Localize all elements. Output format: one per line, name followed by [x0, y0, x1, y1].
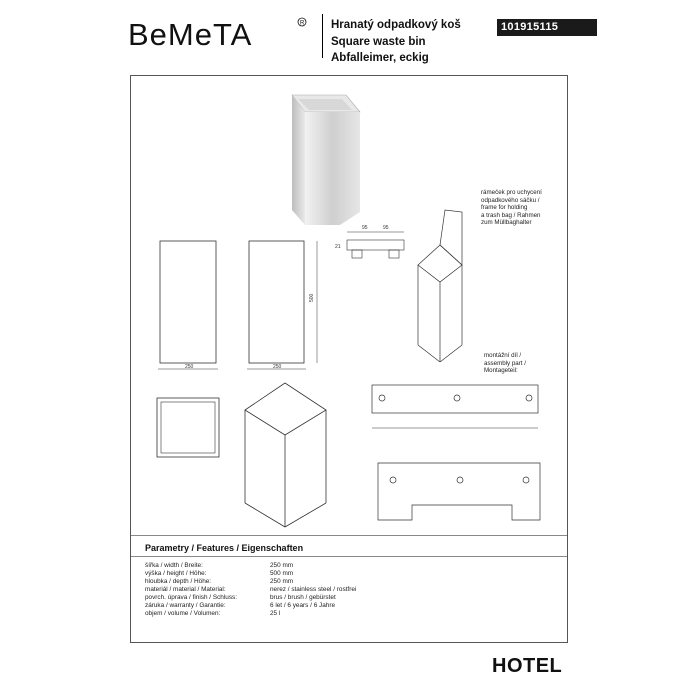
- frame-dim-lip: 21: [335, 244, 341, 250]
- frame-callout: [481, 189, 542, 227]
- open-bin-view: [418, 210, 462, 362]
- spec-label: povrch. úprava / finish / Schluss:: [145, 594, 237, 601]
- frame-callout-line: frame for holding: [481, 204, 528, 211]
- spec-value: 6 let / 6 years / 6 Jahre: [270, 602, 336, 609]
- perspective-bin: [245, 383, 326, 527]
- frame-dim-b: 95: [383, 225, 389, 231]
- spec-label: výška / height / Höhe:: [145, 570, 207, 577]
- title-de: Abfalleimer, eckig: [331, 52, 429, 64]
- specs-divider-top: [131, 535, 567, 536]
- spec-label: šířka / width / Breite:: [145, 562, 203, 569]
- spec-label: záruka / warranty / Garantie:: [145, 602, 226, 609]
- spec-value: 250 mm: [270, 578, 294, 585]
- svg-text:R: R: [300, 20, 305, 27]
- assembly-part-top: [378, 463, 540, 520]
- frame-detail: [347, 232, 404, 258]
- frame-callout-line: rámeček pro uchycení: [481, 189, 542, 196]
- mount-callout-line: montážní díl /: [484, 352, 522, 359]
- frame-callout-line: a trash bag / Rahmen: [481, 211, 541, 219]
- frame-callout-line: zum Müllbaghalter: [481, 219, 532, 226]
- title-cz: Hranatý odpadkový koš: [331, 19, 461, 31]
- specs-heading: Parametry / Features / Eigenschaften: [145, 543, 304, 553]
- front-view: [158, 241, 218, 369]
- svg-text:BeMeTA: BeMeTA: [128, 17, 253, 52]
- side-width-dim: 250: [273, 364, 282, 370]
- assembly-part-side: [372, 385, 538, 428]
- spec-label: materiál / material / Material:: [145, 586, 226, 593]
- mount-callout-line: assembly part /: [484, 359, 526, 367]
- spec-value: 25 l: [270, 610, 281, 617]
- spec-value: nerez / stainless steel / rostfrei: [270, 586, 357, 593]
- top-view: [157, 398, 219, 457]
- mount-callout: [484, 352, 526, 375]
- spec-value: 250 mm: [270, 562, 294, 569]
- product-photo: [292, 95, 360, 225]
- spec-label: hloubka / depth / Höhe:: [145, 578, 212, 585]
- frame-callout-line: odpadkového sáčku /: [481, 196, 540, 204]
- spec-label: objem / volume / Volumen:: [145, 610, 221, 617]
- title-en: Square waste bin: [331, 35, 426, 48]
- front-width-dim: 250: [185, 364, 194, 370]
- mount-callout-line: Montageteil:: [484, 367, 518, 374]
- frame-dim-a: 95: [362, 225, 368, 231]
- side-view: [247, 241, 317, 369]
- spec-value: 500 mm: [270, 570, 294, 577]
- specs-divider-bottom: [131, 556, 567, 557]
- spec-value: brus / brush / gebürstet: [270, 594, 336, 601]
- category-label: HOTEL: [492, 655, 563, 677]
- product-code: 101915115: [497, 19, 597, 36]
- side-height-dim: 500: [309, 293, 315, 302]
